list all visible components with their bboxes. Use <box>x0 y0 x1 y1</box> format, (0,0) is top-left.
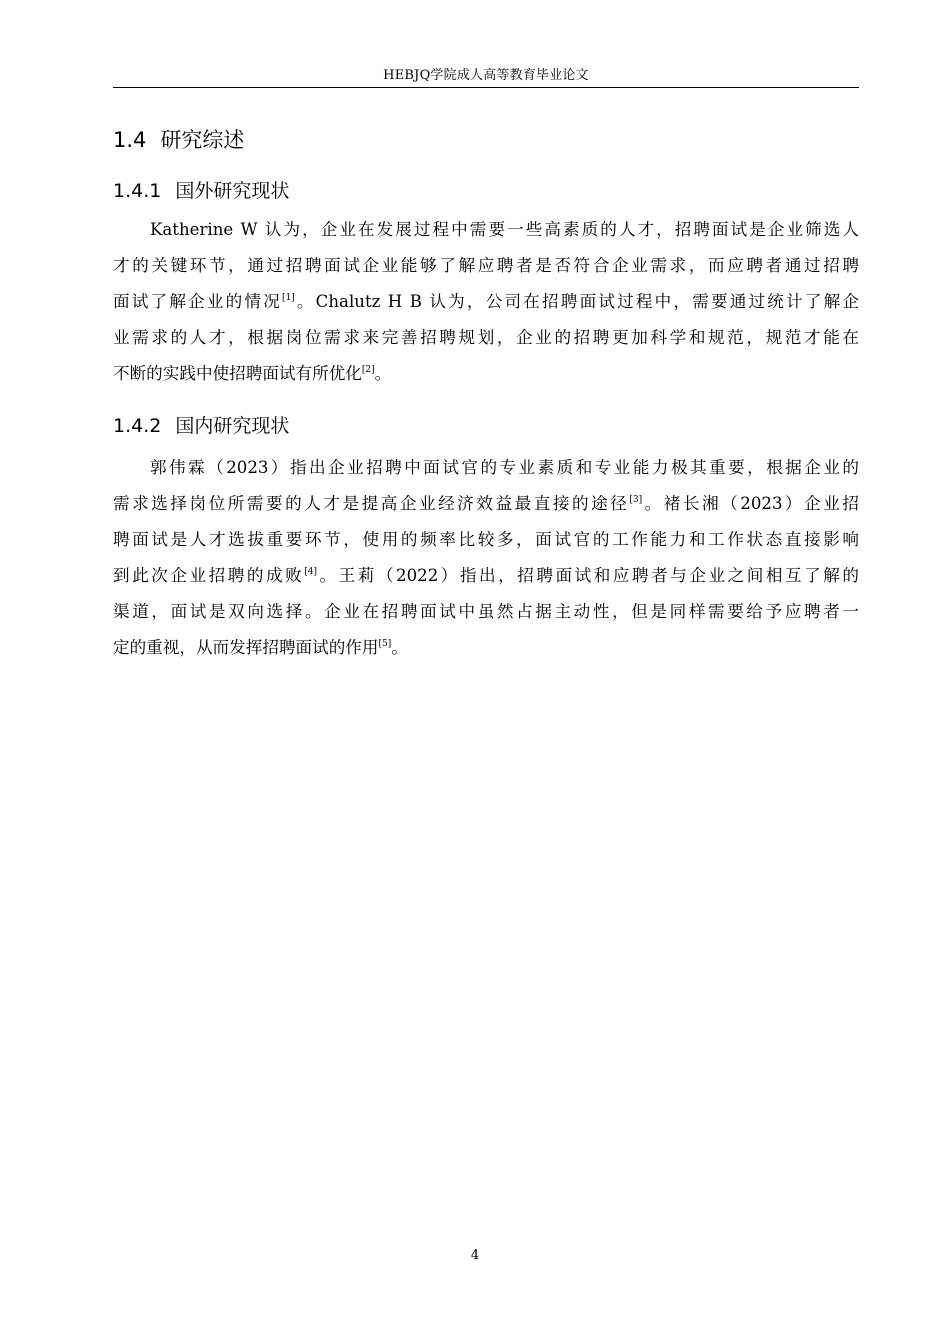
page-number: 4 <box>470 1248 480 1263</box>
subsection-title: 国外研究现状 <box>175 180 290 202</box>
line-text: 定的重视，从而发挥招聘面试的作用 <box>113 638 379 657</box>
subsection-title: 国内研究现状 <box>175 415 290 437</box>
paragraph-line <box>113 284 859 320</box>
paragraph-line: 渠道，面试是双向选择。企业在招聘面试中虽然占据主动性，但是同样需要给予应聘者一 <box>113 602 859 621</box>
page-header: HEBJQ学院成人高等教育毕业论文 <box>383 68 589 83</box>
paragraph-line <box>113 558 859 594</box>
section-number: 1.4 <box>113 128 147 152</box>
line-text: 。褚长湘（2023）企业招 <box>642 494 860 513</box>
paragraph-line: 业需求的人才，根据岗位需求来完善招聘规划，企业的招聘更加科学和规范，规范才能在 <box>113 328 859 347</box>
citation-marker: [1] <box>281 293 295 303</box>
header-rule <box>113 87 859 88</box>
citation-marker: [2] <box>361 365 375 375</box>
paragraph-line <box>113 486 859 522</box>
line-text: 需求选择岗位所需要的人才是提高企业经济效益最直接的途径 <box>113 494 630 513</box>
line-text: 。王莉（2022）指出，招聘面试和应聘者与企业之间相互了解的 <box>317 566 859 585</box>
paragraph-line: 郭伟霖（2023）指出企业招聘中面试官的专业素质和专业能力极其重要，根据企业的 <box>150 458 859 477</box>
line-text: 不断的实践中使招聘面试有所优化 <box>113 364 362 383</box>
subsection-number: 1.4.2 <box>113 415 162 437</box>
paragraph-domestic-research <box>113 450 859 666</box>
paragraph-line: Katherine W 认为，企业在发展过程中需要一些高素质的人才，招聘面试是企业筛选人 <box>150 220 859 239</box>
line-text: 。 <box>374 364 392 383</box>
citation-marker: [5] <box>378 639 392 649</box>
paragraph-line <box>113 630 859 666</box>
paragraph-line <box>113 356 859 392</box>
line-text: 到此次企业招聘的成败 <box>113 566 305 585</box>
line-text: 。 <box>391 638 408 657</box>
paragraph-line: 聘面试是人才选拔重要环节，使用的频率比较多，面试官的工作能力和工作状态直接影响 <box>113 530 859 549</box>
subsection-number: 1.4.1 <box>113 180 162 202</box>
line-text: 面试了解企业的情况 <box>113 292 282 311</box>
line-text: 。Chalutz H B 认为，公司在招聘面试过程中，需要通过统计了解企 <box>294 292 860 311</box>
paragraph-line: 才的关键环节，通过招聘面试企业能够了解应聘者是否符合企业需求，而应聘者通过招聘 <box>113 256 859 275</box>
section-title: 研究综述 <box>160 128 245 152</box>
section-heading <box>113 124 244 154</box>
citation-marker: [4] <box>304 567 317 577</box>
citation-marker: [3] <box>629 495 643 505</box>
subsection-heading-foreign <box>113 176 289 203</box>
paragraph-foreign-research <box>113 212 859 392</box>
subsection-heading-domestic <box>113 411 289 438</box>
